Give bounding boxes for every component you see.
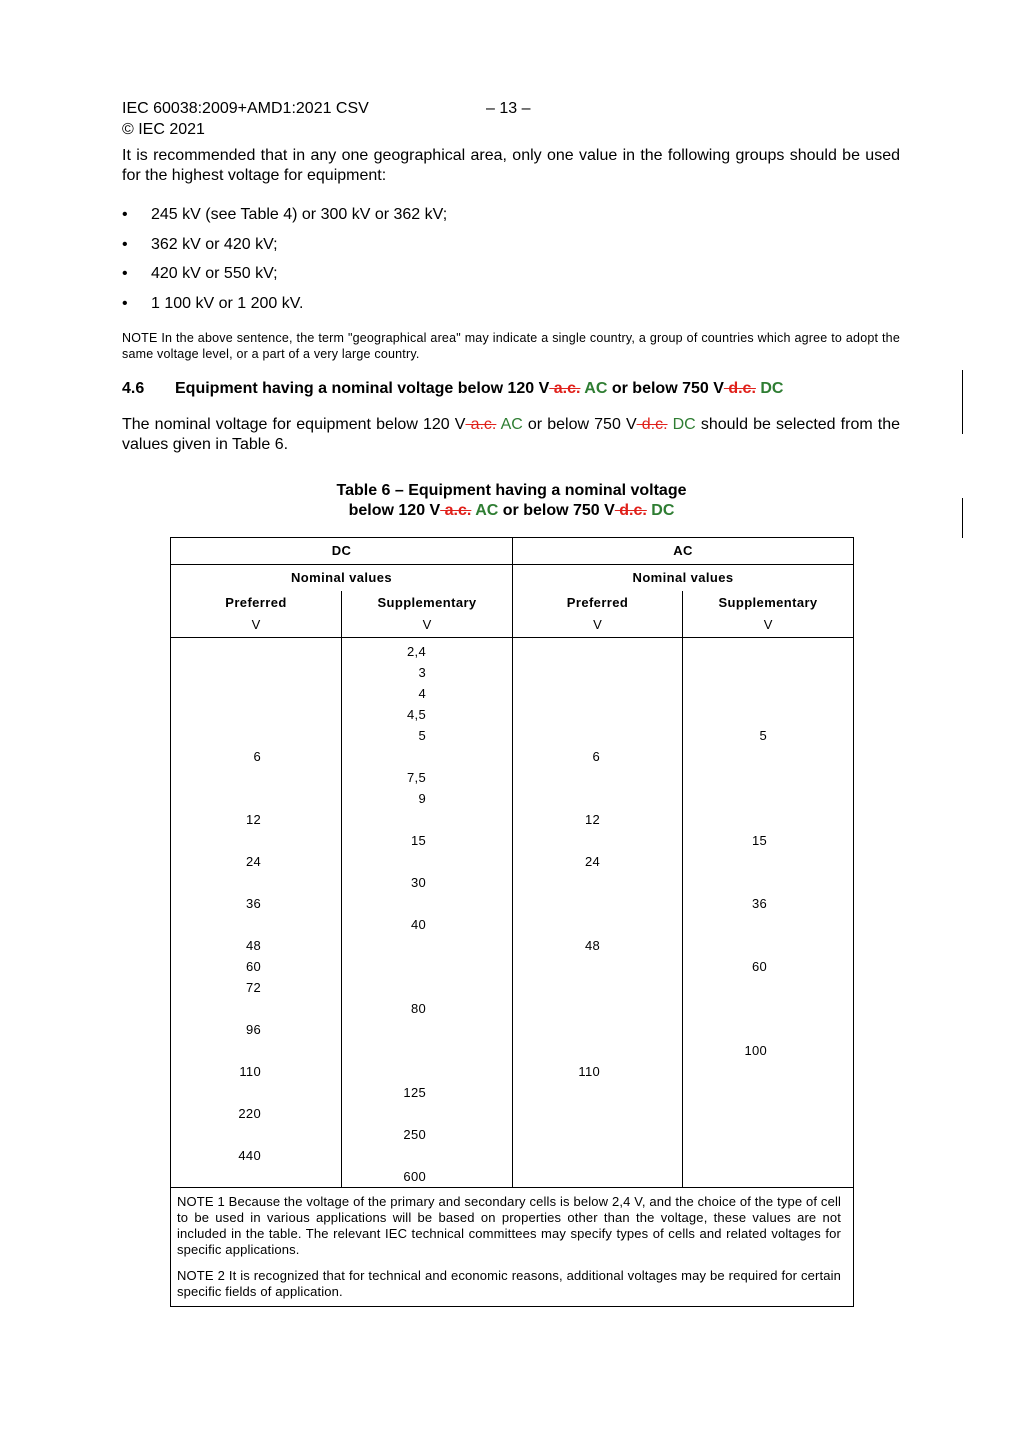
values-dc-preferred [171, 638, 342, 1188]
table-notes [171, 1188, 854, 1307]
column-header [513, 591, 683, 638]
table-cell [513, 914, 682, 935]
table-cell [513, 788, 682, 809]
table-cell [513, 662, 682, 683]
body-text: The nominal voltage for equipment below 120 V [122, 416, 466, 433]
column-unit: V [593, 617, 602, 632]
column-title: Supplementary [718, 595, 818, 610]
inserted-text: DC [755, 380, 784, 397]
table-cell [342, 956, 512, 977]
table-cell [683, 746, 853, 767]
table-cell [171, 830, 341, 851]
intro-paragraph: It is recommended that in any one geographical area, only one value in the following groups should be used for the highest voltage for equipment: [122, 147, 900, 184]
table-cell [513, 893, 682, 914]
table-cell: 36 [751, 896, 768, 911]
table-cell [171, 683, 341, 704]
table-cell [513, 767, 682, 788]
table-cell [171, 1082, 341, 1103]
table-cell [171, 998, 341, 1019]
table-cell [683, 1145, 853, 1166]
table-cell: 250 [403, 1127, 427, 1142]
table-note-1: NOTE 1 Because the voltage of the primary and secondary cells is below 2,4 V, and the choice of the type of cell to be used in various applications will be based on properties other than the voltage, these values are not included in the table. The relevant IEC technical committees may specify types of cells and related voltages for specific applications. [177, 1194, 842, 1257]
table-cell: 24 [245, 854, 261, 869]
table-cell [171, 662, 341, 683]
table-cell [683, 767, 853, 788]
table-cell: 2,4 [407, 644, 427, 659]
values-ac-supplementary [683, 638, 854, 1188]
group-header-dc: DC [171, 538, 513, 565]
table-cell: 4 [418, 686, 427, 701]
table-cell: 60 [245, 959, 261, 974]
deleted-text: a.c. [440, 502, 472, 519]
table-cell: 72 [245, 980, 261, 995]
table-cell [683, 1019, 853, 1040]
deleted-text: d.c. [614, 502, 647, 519]
table-cell [683, 662, 853, 683]
table-cell [683, 851, 853, 872]
table-cell [171, 1040, 341, 1061]
table-cell: 24 [584, 854, 601, 869]
table-cell [342, 1103, 512, 1124]
list-item: • 362 kV or 420 kV; [122, 234, 447, 264]
table-cell [513, 1145, 682, 1166]
table-cell [683, 872, 853, 893]
inserted-text: DC [646, 502, 675, 519]
table-cell [683, 788, 853, 809]
values-dc-supplementary [342, 638, 513, 1188]
table-cell [513, 725, 682, 746]
list-item: • 245 kV (see Table 4) or 300 kV or 362 kV; [122, 204, 447, 234]
table-cell [513, 683, 682, 704]
table-cell: 4,5 [407, 707, 427, 722]
table-cell [683, 809, 853, 830]
table-cell [683, 704, 853, 725]
column-unit: V [422, 617, 432, 632]
table-cell [171, 872, 341, 893]
table-cell: 3 [418, 665, 427, 680]
table-cell: 36 [245, 896, 261, 911]
table-cell [342, 1145, 512, 1166]
group-header-ac: AC [513, 538, 854, 565]
inserted-text: AC [471, 502, 499, 519]
table-cell [171, 788, 341, 809]
table-cell: 440 [238, 1148, 261, 1163]
table-cell: 6 [592, 749, 601, 764]
column-unit: V [251, 617, 261, 632]
body-text: should be selected from the values given in Table 6. [122, 416, 901, 453]
table-cell [513, 1019, 682, 1040]
table-cell [342, 935, 512, 956]
table-cell [683, 641, 853, 662]
table-cell [513, 1166, 682, 1187]
deleted-text: d.c. [636, 416, 668, 433]
change-bar [962, 498, 963, 538]
table-cell [683, 1166, 853, 1187]
nominal-values-ac: Nominal values [513, 565, 854, 592]
table-cell: 12 [245, 812, 261, 827]
table-cell [513, 704, 682, 725]
table-cell: 40 [410, 917, 427, 932]
table-cell [342, 977, 512, 998]
table-cell: 80 [410, 1001, 427, 1016]
nominal-values-dc: Nominal values [171, 565, 513, 592]
inserted-text: AC [496, 416, 523, 433]
inserted-text: AC [580, 380, 608, 397]
section-number: 4.6 [122, 380, 145, 397]
table-cell: 9 [418, 791, 427, 806]
caption-text: below 120 V [348, 502, 441, 519]
table-cell [513, 956, 682, 977]
deleted-text: a.c. [465, 416, 497, 433]
table-cell [342, 851, 512, 872]
table-cell: 600 [403, 1169, 427, 1184]
change-bar [962, 370, 963, 434]
table-cell: 100 [744, 1043, 768, 1058]
table-cell: 30 [410, 875, 427, 890]
table-cell: 6 [253, 749, 261, 764]
table-cell: 15 [751, 833, 768, 848]
heading-text-b: or below 750 V [607, 380, 724, 397]
table-cell [683, 935, 853, 956]
table-cell: 125 [403, 1085, 427, 1100]
table-cell [171, 704, 341, 725]
caption-line-1: Table 6 – Equipment having a nominal voltage [336, 482, 687, 499]
table-note-2: NOTE 2 It is recognized that for technical and economic reasons, additional voltages may be required for certain specific fields of application. [177, 1268, 842, 1299]
table-cell [513, 1103, 682, 1124]
table-cell [513, 641, 682, 662]
table-cell [171, 725, 341, 746]
inserted-text: DC [667, 416, 696, 433]
table-cell [683, 914, 853, 935]
table-cell [342, 809, 512, 830]
table-caption [170, 481, 853, 521]
heading-text-a: Equipment having a nominal voltage below 120 V [175, 380, 550, 397]
column-title: Preferred [225, 595, 287, 610]
table-cell [342, 1040, 512, 1061]
body-text: or below 750 V [522, 416, 637, 433]
table-6 [170, 537, 854, 1307]
caption-line-2 [170, 501, 853, 521]
table-cell [513, 998, 682, 1019]
table-cell [683, 1082, 853, 1103]
table-cell [513, 1124, 682, 1145]
table-cell [513, 872, 682, 893]
table-cell [513, 1040, 682, 1061]
body-paragraph [122, 415, 900, 455]
values-ac-preferred [513, 638, 683, 1188]
table-cell [171, 641, 341, 662]
column-unit: V [763, 617, 773, 632]
voltage-group-list [122, 204, 447, 322]
table-cell: 5 [759, 728, 768, 743]
table-cell [683, 977, 853, 998]
table-cell [683, 1103, 853, 1124]
table-cell: 48 [245, 938, 261, 953]
deleted-text: d.c. [723, 380, 756, 397]
table-cell [171, 1124, 341, 1145]
table-cell [683, 1061, 853, 1082]
document-header [122, 98, 369, 140]
column-header [171, 591, 342, 638]
table-cell: 5 [418, 728, 427, 743]
table-cell: 110 [239, 1064, 261, 1079]
table-cell [342, 746, 512, 767]
section-heading [122, 378, 783, 399]
table-cell [683, 1124, 853, 1145]
list-item: • 420 kV or 550 kV; [122, 263, 447, 293]
table-cell: 48 [584, 938, 601, 953]
table-cell [513, 1082, 682, 1103]
list-item: • 1 100 kV or 1 200 kV. [122, 293, 447, 323]
column-title: Supplementary [377, 595, 477, 610]
table-cell [513, 830, 682, 851]
page-number: – 13 – [486, 100, 531, 117]
table-cell: 60 [751, 959, 768, 974]
table-cell [342, 1019, 512, 1040]
table-cell [513, 977, 682, 998]
table-cell: 12 [584, 812, 601, 827]
copyright: © IEC 2021 [122, 121, 205, 138]
table-cell [171, 767, 341, 788]
table-cell [171, 914, 341, 935]
caption-text: or below 750 V [498, 502, 615, 519]
standard-id: IEC 60038:2009+AMD1:2021 CSV [122, 100, 369, 117]
table-cell: 15 [410, 833, 427, 848]
table-cell [683, 683, 853, 704]
table-cell: 96 [245, 1022, 261, 1037]
table-cell [171, 1166, 341, 1187]
note-geographical-area: NOTE In the above sentence, the term "geographical area" may indicate a single country, a group of countries which agree to adopt the same voltage level, or a part of a very large country. [122, 331, 900, 361]
column-header [342, 591, 513, 638]
column-title: Preferred [566, 595, 629, 610]
table-cell: 7,5 [407, 770, 427, 785]
column-header [683, 591, 854, 638]
deleted-text: a.c. [549, 380, 581, 397]
table-cell [683, 998, 853, 1019]
table-cell [342, 893, 512, 914]
table-cell: 110 [578, 1064, 601, 1079]
table-cell: 220 [238, 1106, 261, 1121]
table-cell [342, 1061, 512, 1082]
